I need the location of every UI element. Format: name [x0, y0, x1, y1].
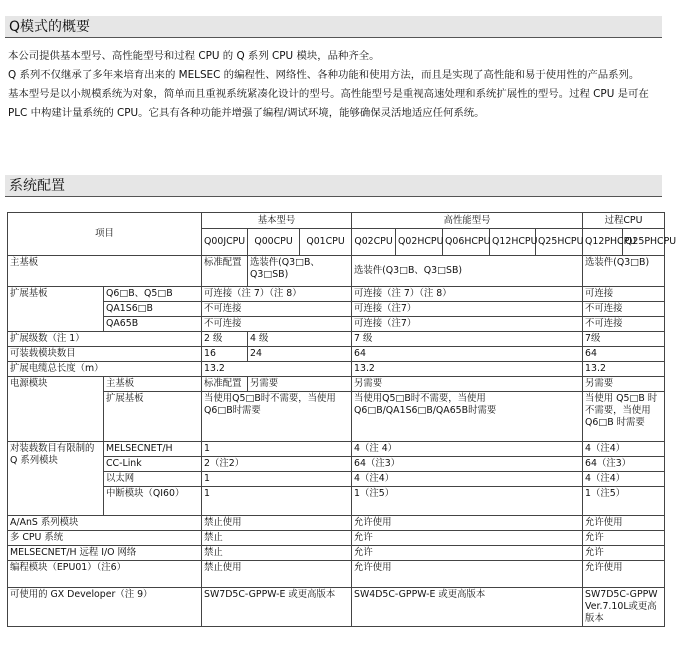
cell: 另需要	[248, 377, 352, 392]
cell: 可连接	[583, 287, 665, 302]
row-label: MELSECNET/H 远程 I/O 网络	[8, 546, 202, 561]
row-label: 扩展基板	[8, 287, 104, 332]
sub-label: 扩展基板	[104, 392, 202, 442]
row-label: 主基板	[8, 256, 202, 287]
cell: 2 级	[202, 332, 248, 347]
model-header: Q02HCPU	[396, 229, 443, 256]
sub-label: QA65B	[104, 317, 202, 332]
table-row	[8, 457, 665, 472]
cell: 禁止使用	[202, 516, 352, 531]
cell: 不可连接	[202, 317, 352, 332]
sub-label: MELSECNET/H	[104, 442, 202, 457]
model-header: Q01CPU	[300, 229, 352, 256]
section-title-system-config: 系统配置	[5, 175, 662, 197]
row-label: 编程模块（EPU01）（注6）	[8, 561, 202, 588]
table-row	[8, 332, 665, 347]
table-header-row	[8, 213, 665, 229]
cell: 禁止	[202, 531, 352, 546]
table-row	[8, 347, 665, 362]
cell: 1	[202, 487, 352, 516]
cell: SW4D5C-GPPW-E 或更高版本	[352, 588, 583, 627]
sub-label: 主基板	[104, 377, 202, 392]
system-config-table	[7, 212, 676, 627]
table-row	[8, 256, 665, 287]
cell: 64（注3）	[352, 457, 583, 472]
cell: 允许使用	[583, 516, 665, 531]
model-header: Q12HCPU	[490, 229, 536, 256]
model-header: Q00CPU	[248, 229, 300, 256]
cell: 选装件(Q3□B)	[583, 256, 665, 287]
table-row	[8, 531, 665, 546]
cell: 7级	[583, 332, 665, 347]
row-label: 电源模块	[8, 377, 104, 442]
cell: 2（注2）	[202, 457, 352, 472]
model-header: Q25PHCPU	[623, 229, 665, 256]
cell: 1（注5）	[583, 487, 665, 516]
cell: 64（注3）	[583, 457, 665, 472]
header-process: 过程CPU	[583, 213, 665, 229]
sub-label: 以太网	[104, 472, 202, 487]
row-label: 扩展电缆总长度（m）	[8, 362, 202, 377]
row-label: 可装载模块数目	[8, 347, 202, 362]
cell: 1	[202, 472, 352, 487]
row-label: 扩展级数（注 1）	[8, 332, 202, 347]
cell: 允许	[583, 531, 665, 546]
cell: 1（注5）	[352, 487, 583, 516]
table-row	[8, 362, 665, 377]
model-header: Q02CPU	[352, 229, 396, 256]
cell: 当使用Q5□B时不需要，当使用Q6□B时需要	[202, 392, 352, 442]
model-header: Q06HCPU	[443, 229, 490, 256]
cell: 允许	[583, 546, 665, 561]
cell: 当使用 Q5□B 时不需要，当使用 Q6□B 时需要	[583, 392, 665, 442]
model-header: Q00JCPU	[202, 229, 248, 256]
table-row	[8, 377, 665, 392]
cell: SW7D5C-GPPW Ver.7.10L或更高版本	[583, 588, 665, 627]
cell: 64	[352, 347, 583, 362]
table-row	[8, 588, 665, 627]
table-row	[8, 317, 665, 332]
cell: 不可连接	[583, 302, 665, 317]
row-label: 多 CPU 系统	[8, 531, 202, 546]
row-label: 对装载数目有限制的 Q 系列模块	[8, 442, 104, 516]
model-header: Q12PHCPU	[583, 229, 623, 256]
cell: 16	[202, 347, 248, 362]
sub-label: 中断模块（QI60）	[104, 487, 202, 516]
table-row	[8, 561, 665, 588]
row-label: 可使用的 GX Developer（注 9）	[8, 588, 202, 627]
cell: 另需要	[352, 377, 583, 392]
table-row	[8, 392, 665, 442]
cell: 标准配置	[202, 377, 248, 392]
table-row	[8, 516, 665, 531]
row-label: A/AnS 系列模块	[8, 516, 202, 531]
cell: 不可连接	[583, 317, 665, 332]
cell: 允许	[352, 531, 583, 546]
cell: 禁止	[202, 546, 352, 561]
cell: 禁止使用	[202, 561, 352, 588]
intro-paragraph: 本公司提供基本型号、高性能型号和过程 CPU 的 Q 系列 CPU 模块，品种齐全。	[8, 50, 380, 62]
table-row	[8, 546, 665, 561]
table-row	[8, 487, 665, 516]
cell: 允许使用	[352, 561, 583, 588]
cell: 允许使用	[583, 561, 665, 588]
header-high: 高性能型号	[352, 213, 583, 229]
cell: 1	[202, 442, 352, 457]
cell: 可连接（注 7）（注 8）	[352, 287, 583, 302]
cell: 4（注4）	[583, 442, 665, 457]
cell: 选装件(Q3□B、Q3□SB)	[352, 256, 583, 287]
cell: 可连接（注7）	[352, 317, 583, 332]
cell: 标准配置	[202, 256, 248, 287]
section-title-overview: Q模式的概要	[5, 16, 662, 38]
cell: 13.2	[583, 362, 665, 377]
cell: 4（注4）	[583, 472, 665, 487]
cell: 不可连接	[202, 302, 352, 317]
intro-text	[8, 47, 663, 123]
model-header: Q25HCPU	[536, 229, 583, 256]
cell: 允许	[352, 546, 583, 561]
cell: 另需要	[583, 377, 665, 392]
table-row	[8, 287, 665, 302]
table-row	[8, 472, 665, 487]
sub-label: QA1S6□B	[104, 302, 202, 317]
table-row	[8, 302, 665, 317]
cell: 64	[583, 347, 665, 362]
cell: 可连接（注7）	[352, 302, 583, 317]
intro-paragraph: 基本型号是以小规模系统为对象，简单而且重视系统紧凑化设计的型号。高性能型号是重视高速处理和系统扩展性的型号。过程 CPU 是可在 PLC 中构建计量系统的 CPU。它具有各种功能并增强了编程/调试环境，能够确保灵活地适应任何系统。	[8, 88, 649, 119]
header-basic: 基本型号	[202, 213, 352, 229]
cell: 可连接（注 7）（注 8）	[202, 287, 352, 302]
cell: 13.2	[352, 362, 583, 377]
cell: 当使用Q5□B时不需要，当使用Q6□B/QA1S6□B/QA65B时需要	[352, 392, 583, 442]
cell: 选装件(Q3□B、Q3□SB)	[248, 256, 352, 287]
cell: 4（注4）	[352, 472, 583, 487]
cell: 允许使用	[352, 516, 583, 531]
cell: 4（注 4）	[352, 442, 583, 457]
intro-paragraph: Q 系列不仅继承了多年来培育出来的 MELSEC 的编程性、网络性、各种功能和使用方法，而且是实现了高性能和易于使用性的产品系列。	[8, 69, 640, 81]
cell: 13.2	[202, 362, 352, 377]
cell: 7 级	[352, 332, 583, 347]
header-item: 项目	[8, 213, 202, 256]
sub-label: Q6□B、Q5□B	[104, 287, 202, 302]
cell: 24	[248, 347, 352, 362]
table-row	[8, 442, 665, 457]
cell: 4 级	[248, 332, 352, 347]
cell: SW7D5C-GPPW-E 或更高版本	[202, 588, 352, 627]
sub-label: CC-Link	[104, 457, 202, 472]
